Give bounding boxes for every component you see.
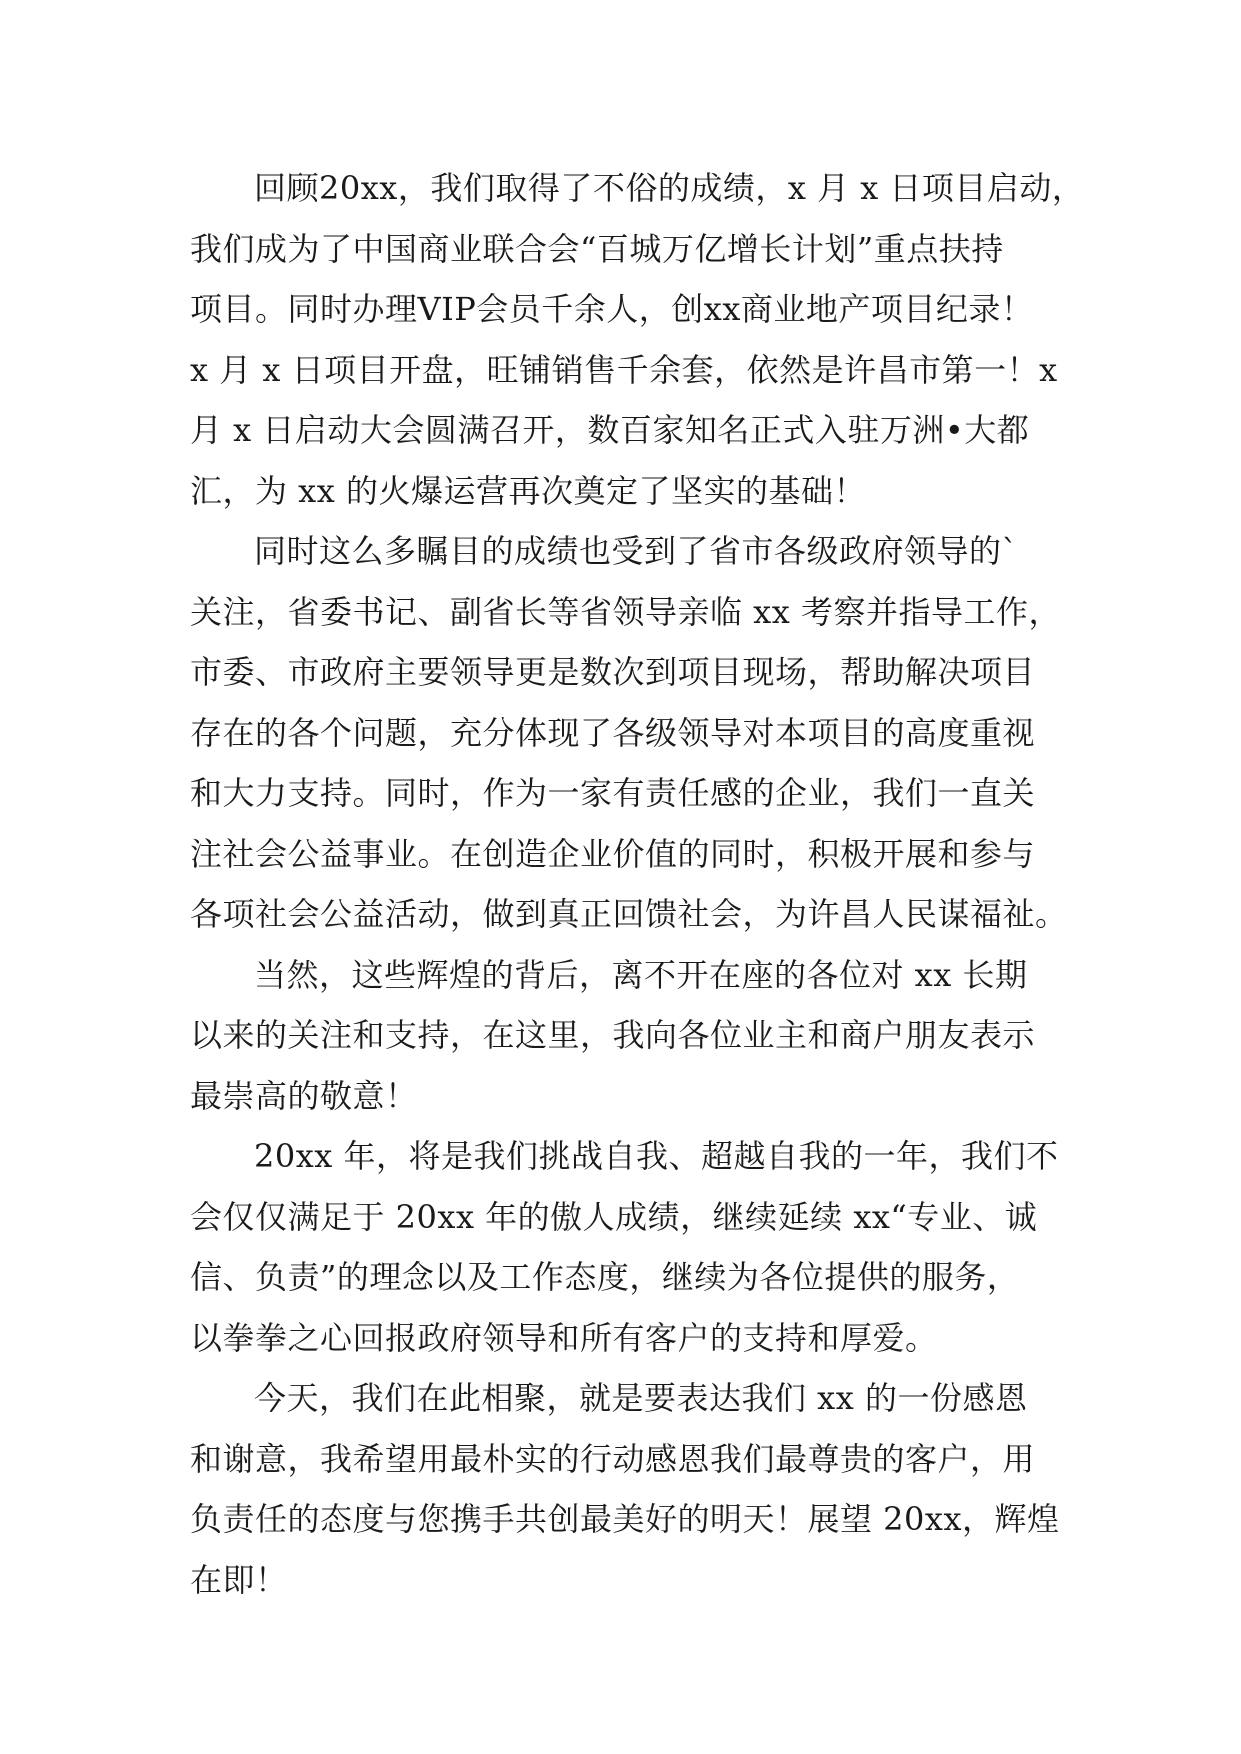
text-line: 在即！ <box>190 1560 288 1599</box>
text-line: 同时这么多瞩目的成绩也受到了省市各级政府领导的` <box>254 532 1019 570</box>
text-line: 会仅仅满足于 20xx 年的傲人成绩，继续延续 xx“专业、诚 <box>190 1197 1038 1236</box>
text-line: 关注，省委书记、副省长等省领导亲临 xx 考察并指导工作， <box>190 592 1061 631</box>
text-line: 月 x 日启动大会圆满召开，数百家知名正式入驻万洲•大都 <box>190 411 1030 449</box>
text-line: 以来的关注和支持，在这里，我向各位业主和商户朋友表示 <box>190 1016 1036 1054</box>
text-line: 市委、市政府主要领导更是数次到项目现场，帮助解决项目 <box>190 653 1036 691</box>
text-line: 各项社会公益活动，做到真正回馈社会，为许昌人民谋福祉。 <box>190 895 1068 933</box>
text-line: 以拳拳之心回报政府领导和所有客户的支持和厚爱。 <box>190 1318 938 1357</box>
text-line: 和谢意，我希望用最朴实的行动感恩我们最尊贵的客户，用 <box>190 1439 1036 1478</box>
text-line: x 月 x 日项目开盘，旺铺销售千余套，依然是许昌市第一！x <box>190 350 1058 389</box>
text-line: 最崇高的敬意！ <box>190 1076 418 1115</box>
paragraph-gratitude <box>190 945 1070 1127</box>
text-line: 20xx 年，将是我们挑战自我、超越自我的一年，我们不 <box>254 1137 1059 1175</box>
text-line: 汇，为 xx 的火爆运营再次奠定了坚实的基础！ <box>190 471 866 510</box>
text-line: 回顾20xx，我们取得了不俗的成绩，x 月 x 日项目启动， <box>254 169 1085 207</box>
text-line: 和大力支持。同时，作为一家有责任感的企业，我们一直关 <box>190 774 1036 812</box>
paragraph-closing <box>190 1368 1070 1610</box>
text-line: 注社会公益事业。在创造企业价值的同时，积极开展和参与 <box>190 834 1036 873</box>
paragraph-outlook <box>190 1126 1070 1368</box>
paragraph-government-attention <box>190 521 1070 945</box>
document-body <box>190 158 1085 1610</box>
text-line: 当然，这些辉煌的背后，离不开在座的各位对 xx 长期 <box>254 955 1028 994</box>
text-line: 今天，我们在此相聚，就是要表达我们 xx 的一份感恩 <box>254 1379 1028 1417</box>
text-line: 负责任的态度与您携手共创最美好的明天！展望 20xx，辉煌 <box>190 1500 1060 1538</box>
text-line: 项目。同时办理VIP会员千余人，创xx商业地产项目纪录！ <box>190 290 1034 328</box>
text-line: 信、负责”的理念以及工作态度，继续为各位提供的服务， <box>190 1258 1020 1296</box>
text-line: 存在的各个问题，充分体现了各级领导对本项目的高度重视 <box>190 713 1036 752</box>
paragraph-review <box>190 158 1085 521</box>
text-line: 我们成为了中国商业联合会“百城万亿增长计划”重点扶持 <box>190 229 1004 268</box>
